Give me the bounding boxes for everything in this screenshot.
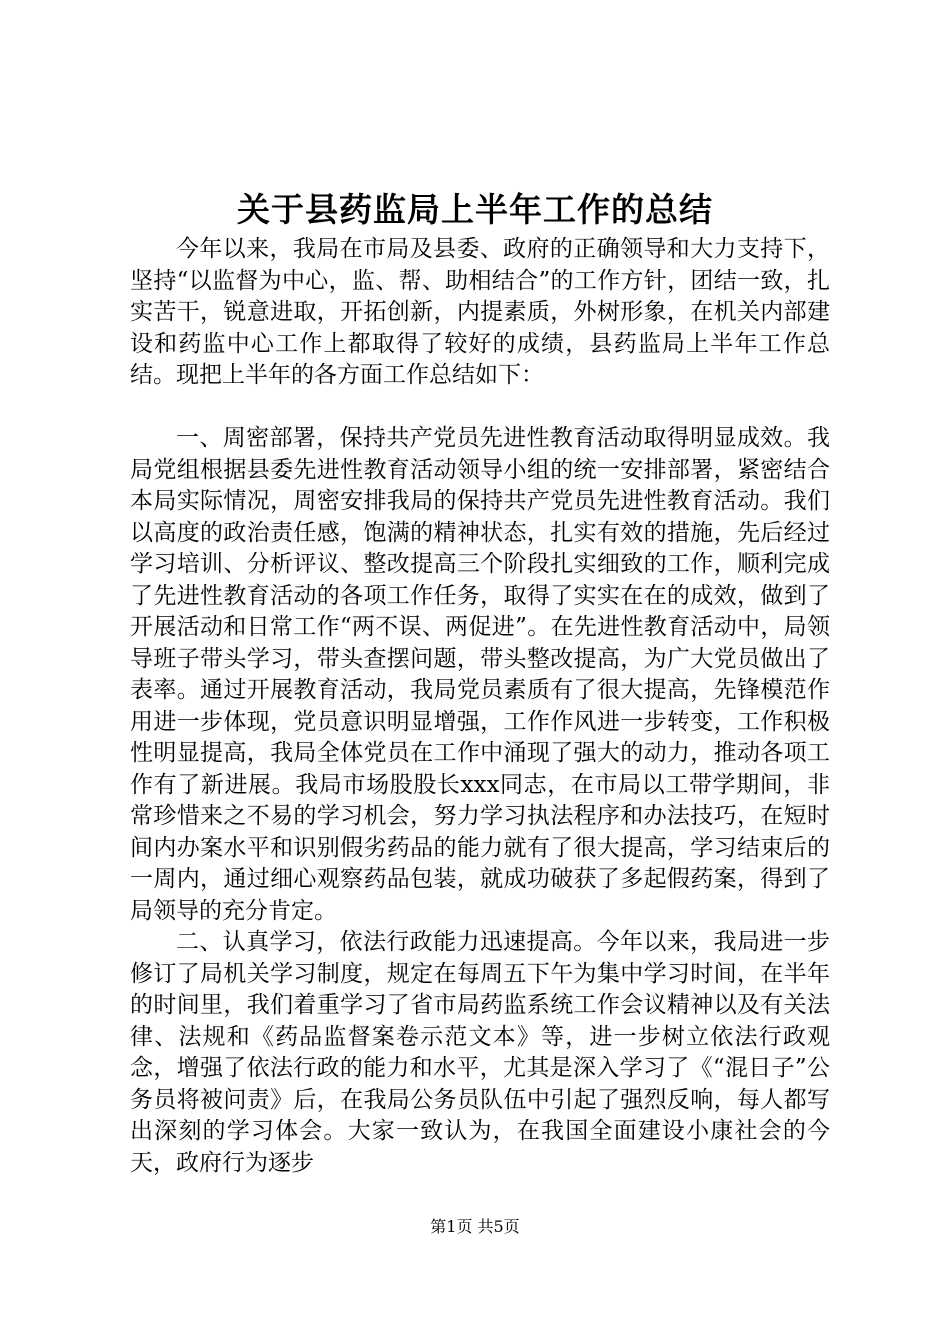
document-title: 关于县药监局上半年工作的总结 bbox=[237, 190, 713, 229]
paragraph-intro: 今年以来，我局在市局及县委、政府的正确领导和大力支持下，坚持“以监督为中心，监、帮、助相结合”的工作方针，团结一致，扎实苦干，锐意进取，开拓创新，内提素质，外树形象，在机关内部建设和药监中心工作上都取得了较好的成绩，县药监局上半年工作总结。现把上半年的各方面工作总结如下： bbox=[130, 236, 830, 388]
paragraph-section-2: 二、认真学习，依法行政能力迅速提高。今年以来，我局进一步修订了局机关学习制度，规定在每周五下午为集中学习时间，在半年的时间里，我们着重学习了省市局药监系统工作会议精神以及有关法律、法规和《药品监督案卷示范文本》等，进一步树立依法行政观念，增强了依法行政的能力和水平，尤其是深入学习了《“混日子”公务员将被问责》后，在我局公务员队伍中引起了强烈反响，每人都写出深刻的学习体会。大家一致认为，在我国全面建设小康社会的今天，政府行为逐步 bbox=[130, 929, 830, 1176]
document-body bbox=[130, 234, 830, 1179]
page-number-footer: 第1页 共5页 bbox=[430, 1217, 520, 1236]
paragraph-section-1: 一、周密部署，保持共产党员先进性教育活动取得明显成效。我局党组根据县委先进性教育活动领导小组的统一安排部署，紧密结合本局实际情况，周密安排我局的保持共产党员先进性教育活动。我们以高度的政治责任感，饱满的精神状态，扎实有效的措施，先后经过学习培训、分析评议、整改提高三个阶段扎实细致的工作，顺利完成了先进性教育活动的各项工作任务，取得了实实在在的成效，做到了开展活动和日常工作“两不误、两促进”。在先进性教育活动中，局领导班子带头学习，带头查摆问题，带头整改提高，为广大党员做出了表率。通过开展教育活动，我局党员素质有了很大提高，先锋模范作用进一步体现，党员意识明显增强，工作作风进一步转变，工作积极性明显提高，我局全体党员在工作中涌现了强大的动力，推动各项工作有了新进展。我局市场股股长xxx同志，在市局以工带学期间，非常珍惜来之不易的学习机会，努力学习执法程序和办法技巧，在短时间内办案水平和识别假劣药品的能力就有了很大提高，学习结束后的一周内，通过细心观察药品包装，就成功破获了多起假药案，得到了局领导的充分肯定。 bbox=[130, 425, 830, 924]
